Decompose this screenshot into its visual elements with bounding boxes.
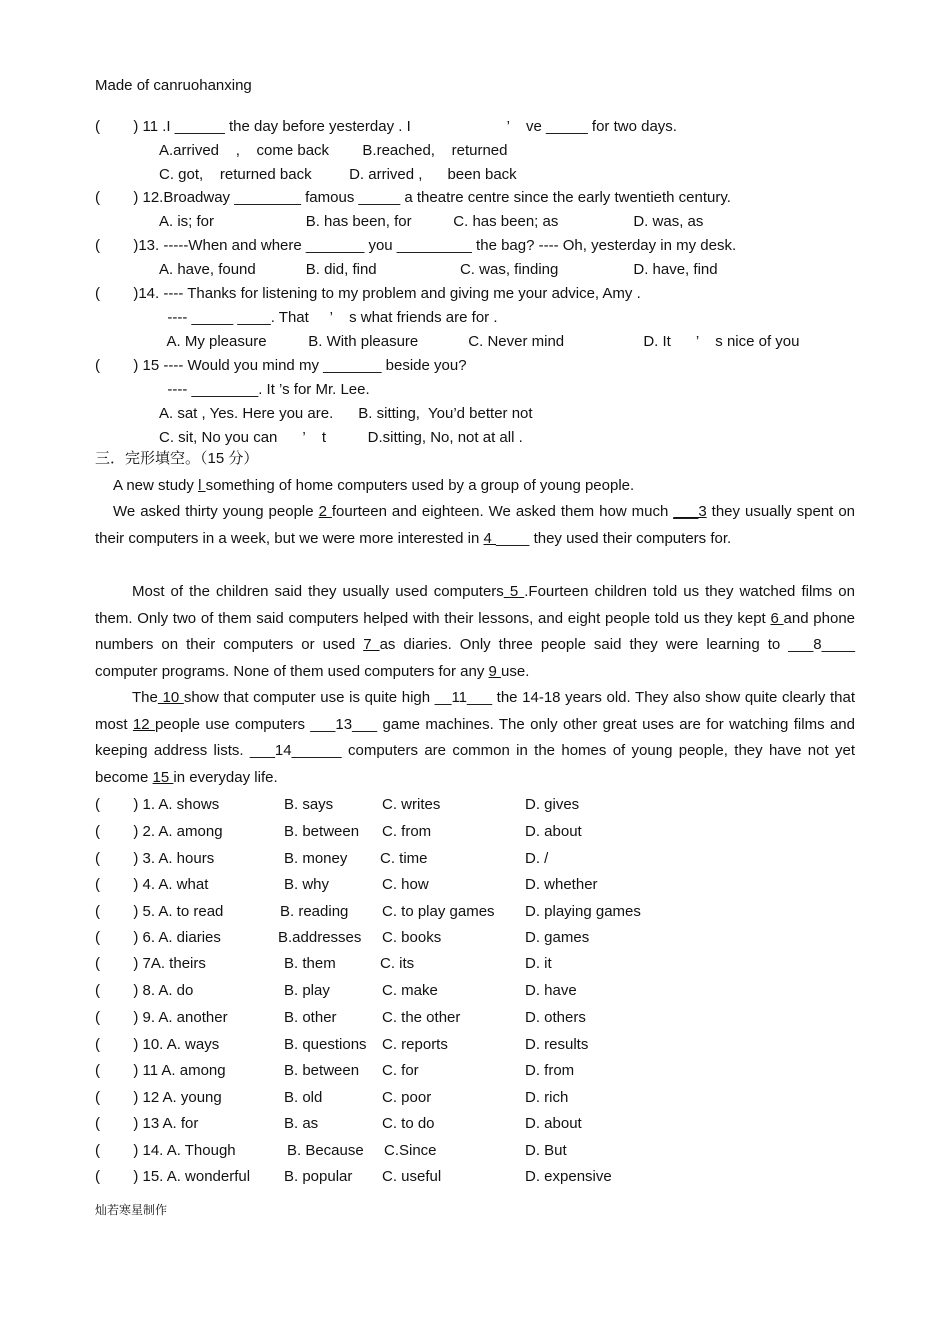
passage-paragraph-4: The 10 show that computer use is quite high __11___ the 14-18 years old. They also show quite clearly that most 12 people use computers ___13___ game machines. The only other great uses are for watching films and keeping address lists. ___14______ computers are common in the homes of young people, they have not yet become 15 in everyday life. [95,689,855,786]
cloze-row-6-c: C. books [382,929,442,946]
cloze-row-5-a: ( ) 5. A. to read [95,903,224,920]
cloze-row-10-d: D. results [525,1036,589,1053]
q11-options-row1: A.arrived , come back B.reached, returned [159,142,508,159]
cloze-row-13-a: ( ) 13 A. for [95,1115,199,1132]
blank-10: 10 [157,689,184,706]
cloze-row-7-c: C. its [380,955,415,972]
question-13: ( )13. -----When and where _______ you _________ the bag? ---- Oh, yesterday in my desk. [95,237,737,254]
passage-paragraph-3: Most of the children said they usually used computers 5 .Fourteen children told us they watched films on them. Only two of them said computers helped with their lessons, and eight people told us they kept 6 and phone numbers on their computers or used 7 as diaries. Only three people said they were learning to ___8____ computer programs. None of them used computers for any 9 use. [95,583,856,680]
cloze-row-15-d: D. expensive [525,1168,612,1185]
cloze-row-13-b: B. as [284,1115,319,1132]
cloze-row-1-c: C. writes [382,796,441,813]
cloze-row-1-d: D. gives [525,796,580,813]
cloze-row-7-a: ( ) 7A. theirs [95,955,206,972]
cloze-row-15-a: ( ) 15. A. wonderful [95,1168,251,1185]
question-11: ( ) 11 .I ______ the day before yesterday . I ’ ve _____ for two days. [95,118,677,135]
cloze-row-14-b: B. Because [287,1142,364,1159]
cloze-row-12-d: D. rich [525,1089,569,1106]
page-footer: 灿若寒星制作 [95,1203,168,1217]
cloze-row-3-b: B. money [284,850,348,867]
cloze-row-1-b: B. says [284,796,334,813]
cloze-row-2-c: C. from [382,823,432,840]
q15-options-row1: A. sat , Yes. Here you are. B. sitting, You’d better not [159,405,533,422]
question-12: ( ) 12.Broadway ________ famous _____ a theatre centre since the early twentieth century. [95,189,731,206]
cloze-row-9-c: C. the other [382,1009,461,1026]
cloze-row-9-d: D. others [525,1009,586,1026]
cloze-row-9-b: B. other [284,1009,337,1026]
blank-3: ___3 [673,503,707,520]
question-14: ( )14. ---- Thanks for listening to my problem and giving me your advice, Amy . [95,285,641,302]
cloze-row-15-b: B. popular [284,1168,353,1185]
cloze-row-15-c: C. useful [382,1168,442,1185]
q14-reply: ---- _____ ____. That ’ s what friends are for . [159,309,498,326]
cloze-row-6-b: B.addresses [278,929,362,946]
cloze-row-14-c: C.Since [384,1142,437,1159]
q13-options: A. have, found B. did, find C. was, finding D. have, find [159,261,718,278]
cloze-row-8-c: C. make [382,982,438,999]
cloze-row-1-a: ( ) 1. A. shows [95,796,220,813]
cloze-row-2-d: D. about [525,823,582,840]
q12-options: A. is; for B. has been, for C. has been; as D. was, as [159,213,704,230]
cloze-row-10-c: C. reports [382,1036,448,1053]
cloze-row-12-a: ( ) 12 A. young [95,1089,222,1106]
cloze-row-4-a: ( ) 4. A. what [95,876,209,893]
cloze-row-8-a: ( ) 8. A. do [95,982,194,999]
cloze-row-10-a: ( ) 10. A. ways [95,1036,220,1053]
cloze-row-4-d: D. whether [525,876,598,893]
q14-options: A. My pleasure B. With pleasure C. Never mind D. It ’ s nice of you [159,333,800,350]
cloze-row-13-c: C. to do [382,1115,435,1132]
q15-reply: ---- ________. It ’s for Mr. Lee. [159,381,370,398]
cloze-row-4-c: C. how [382,876,429,893]
passage-paragraph-2: We asked thirty young people 2 fourteen and eighteen. We asked them how much ___3 they usually spent on their computers in a week, but we were more interested in 4 ____ they used their computers for. [95,503,856,547]
cloze-row-6-d: D. games [525,929,590,946]
cloze-row-3-a: ( ) 3. A. hours [95,850,215,867]
blank-4: 4 [483,529,497,547]
passage-paragraph-1: A new study l something of home computers used by a group of young people. [113,477,635,494]
cloze-row-13-d: D. about [525,1115,582,1132]
cloze-row-5-d: D. playing games [525,903,641,920]
section-heading: 三．完形填空。（15 分） [95,450,259,467]
blank-5: 5 [503,583,525,600]
blank-15: 15 [152,768,174,786]
cloze-row-2-b: B. between [284,823,360,840]
cloze-row-3-c: C. time [380,850,428,867]
cloze-row-7-b: B. them [284,955,336,972]
cloze-row-14-d: D. But [525,1142,567,1159]
cloze-row-12-c: C. poor [382,1089,432,1106]
cloze-row-2-a: ( ) 2. A. among [95,823,223,840]
cloze-row-11-b: B. between [284,1062,360,1079]
cloze-row-8-b: B. play [284,982,330,999]
cloze-row-11-d: D. from [525,1062,575,1079]
cloze-row-7-d: D. it [525,955,552,972]
cloze-row-11-a: ( ) 11 A. among [95,1062,226,1079]
blank-7: 7 [363,636,380,653]
blank-1: l [198,477,206,494]
cloze-row-3-d: D. / [525,850,549,867]
page-header: Made of canruohanxing [95,77,252,94]
cloze-row-5-b: B. reading [280,903,349,920]
cloze-row-12-b: B. old [284,1089,323,1106]
cloze-row-8-d: D. have [525,982,577,999]
cloze-row-10-b: B. questions [284,1036,367,1053]
cloze-row-14-a: ( ) 14. A. Though [95,1142,236,1159]
question-15: ( ) 15 ---- Would you mind my _______ beside you? [95,357,467,374]
blank-6: 6 [770,609,784,627]
cloze-row-4-b: B. why [284,876,330,893]
blank-2: 2 [318,503,332,520]
cloze-row-6-a: ( ) 6. A. diaries [95,929,221,946]
cloze-row-5-c: C. to play games [382,903,495,920]
q15-options-row2: C. sit, No you can ’ t D.sitting, No, not at all . [159,429,523,446]
cloze-row-11-c: C. for [382,1062,419,1079]
blank-9: 9 [488,662,502,680]
blank-12: 12 [132,715,155,733]
cloze-row-9-a: ( ) 9. A. another [95,1009,228,1026]
q11-options-row2: C. got, returned back D. arrived , been back [159,166,517,183]
